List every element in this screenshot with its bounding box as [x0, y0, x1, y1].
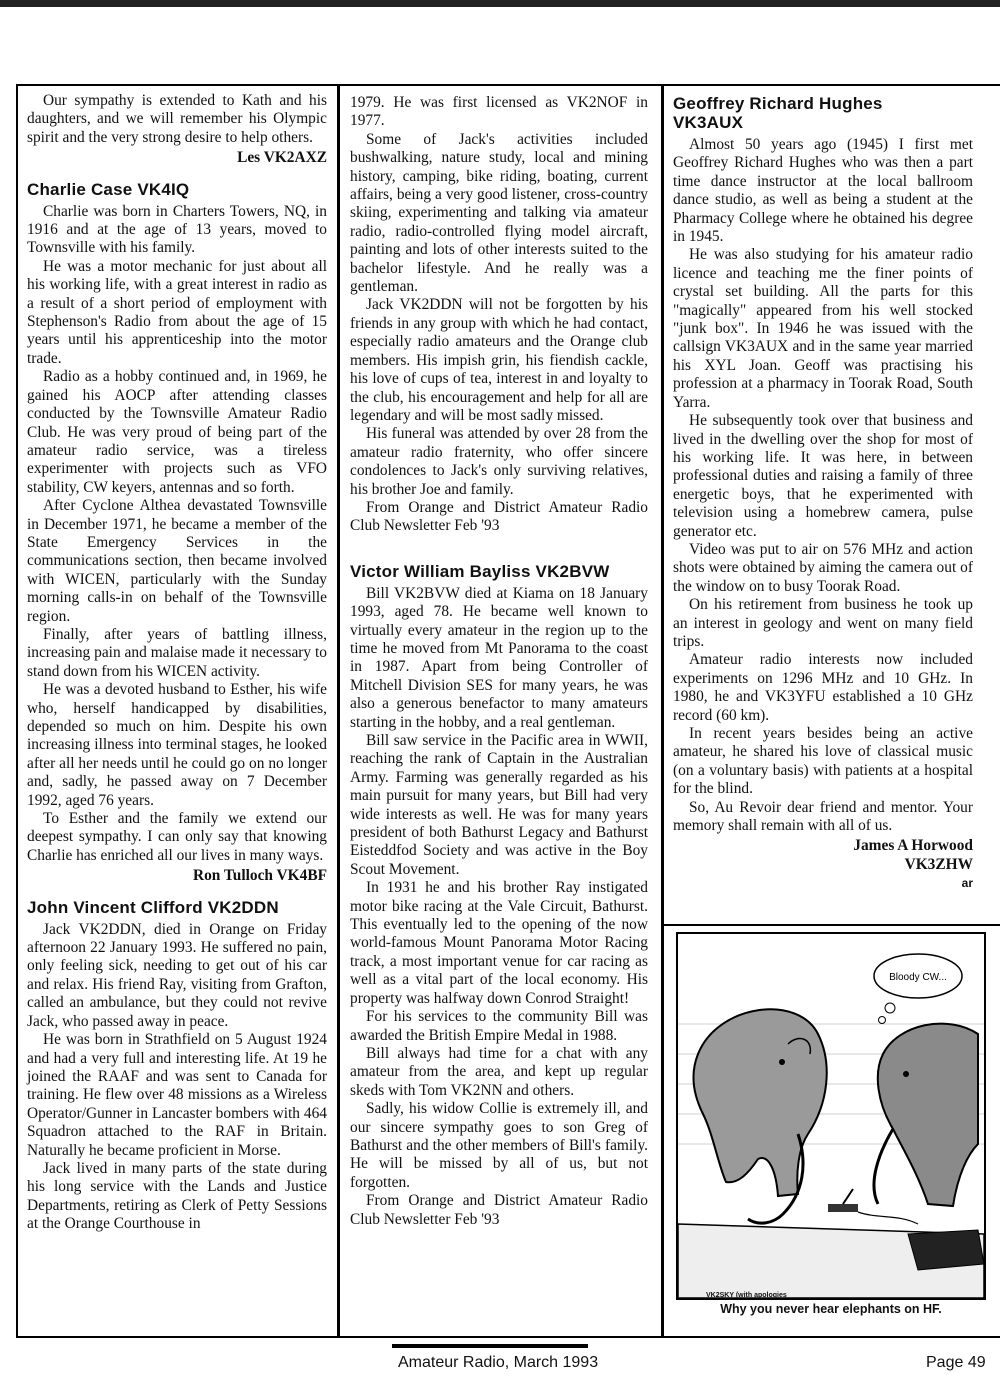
paragraph: He subsequently took over that business and lived in the dwelling over the shop for most of his working life. It was here, in between professional duties and raising a family of three energetic boys, that he experimented with television using a homebrew camera, pulse generator etc. [673, 412, 973, 540]
footer-publication-title: Amateur Radio, March 1993 [398, 1354, 599, 1371]
end-mark: ar [961, 876, 973, 891]
signature: Les VK2AXZ [237, 149, 327, 167]
elephant-cartoon-illustration [678, 934, 984, 1298]
paragraph: After Cyclone Althea devastated Townsville in December 1971, he became a member of the State Emergency Services in the communications section, then became involved with WICEN, particularly with the Sunday morning calls-in on behalf of the Townsville region. [27, 497, 327, 625]
footer-bar [392, 1344, 588, 1348]
footer-page-number: Page 49 [926, 1354, 986, 1371]
cartoon [676, 932, 986, 1322]
article-title: Victor William Bayliss VK2BVW [350, 561, 610, 581]
paragraph: Almost 50 years ago (1945) I first met Geoffrey Richard Hughes who was then a part time dance instructor at the local ballroom dance studio, as well as being a student at the Pharmacy College where he obtained his degree in 1945. [673, 136, 973, 246]
paragraph: He was also studying for his amateur radio licence and teaching me the finer points of crystal set building. All the parts for this "magically" appeared from his well stocked "junk box". In 1946 he was issued with the callsign VK3AUX and in the same year married his XYL Joan. Geoff was practising his profession at a pharmacy in Toorak Road, South Yarra. [673, 246, 973, 411]
paragraph: His funeral was attended by over 28 from the amateur radio fraternity, who offer sincere condolences to Jack's only surviving relatives, his brother Joe and family. [350, 425, 648, 498]
paragraph: In recent years besides being an active amateur, he shared his love of classical music (on a voluntary basis) with patients at a hospital for the blind. [673, 725, 973, 798]
column-2 [350, 94, 648, 1229]
cartoon-credit-line-1: VK2SKY (with apologies [706, 1292, 787, 1299]
thought-bubble-text: Bloody CW... [889, 972, 947, 983]
article-title-line-1: Geoffrey Richard Hughes [673, 94, 883, 113]
cartoon-caption: Why you never hear elephants on HF. [720, 1302, 942, 1316]
paragraph: Charlie was born in Charters Towers, NQ, in 1916 and at the age of 13 years, moved to Townsville with his family. [27, 202, 327, 257]
paragraph: To Esther and the family we extend our deepest sympathy. I can only say that knowing Charlie has enriched all our lives in many ways. [27, 810, 327, 864]
paragraph: 1979. He was first licensed as VK2NOF in 1977. [350, 94, 648, 130]
paragraph: Finally, after years of battling illness, increasing pain and malaise made it necessary to stand down from his WICEN activity. [27, 625, 327, 680]
paragraph: Our sympathy is extended to Kath and his daughters, and we will remember his Olympic spirit and the very strong desire to help others. [27, 92, 327, 146]
paragraph: Bill always had time for a chat with any amateur from the area, and kept up regular skeds with Tom VK2NN and others. [350, 1044, 648, 1099]
paragraph: In 1931 he and his brother Ray instigated motor bike racing at the Vale Circuit, Bathurst. This eventually led to the opening of the now world-famous Mount Panorama Motor Racing track, a most important venue for car racing as well as a vital part of the local economy. His property was halfway down Conrod Straight! [350, 879, 648, 1007]
article-title: Charlie Case VK4IQ [27, 179, 190, 199]
paragraph: For his services to the community Bill was awarded the British Empire Medal in 1988. [350, 1008, 648, 1044]
paragraph: Sadly, his widow Collie is extremely ill, and our sincere sympathy goes to son Greg of Bathurst and the other members of Bill's family. He will be missed by all of us, but not forgotten. [350, 1100, 648, 1191]
column-rule-1 [337, 84, 340, 1338]
signature-callsign: VK3ZHW [904, 855, 973, 873]
paragraph: Bill saw service in the Pacific area in WWII, reaching the rank of Captain in the Australian Army. Farming was generally regarded as his main pursuit for many years, but Bill had very wide interests as well. He was for many years president of both Bathurst Legacy and Bathurst Eisteddfod Society and was active in the Boy Scout Movement. [350, 732, 648, 878]
paragraph: He was born in Strathfield on 5 August 1924 and had a very full and interesting life. At 19 he joined the RAAF and was sent to Canada for training. He flew over 48 missions as a Wireless Operator/Gunner in Lancaster bombers with 464 Squadron attached to the RAF in Britain. Naturally he became proficient in Morse. [27, 1031, 327, 1159]
column-rule-2 [661, 84, 664, 1338]
paragraph: Radio as a hobby continued and, in 1969, he gained his AOCP after attending classes conducted by the Townsville Amateur Radio Club. He was very proud of being part of the amateur radio service, was a tireless experimenter with projects such as VFO stability, CW keyers, antennas and so forth. [27, 368, 327, 496]
paragraph: Jack lived in many parts of the state during his long service with the Lands and Justice Departments, retiring as Clerk of Petty Sessions at the Orange Courthouse in [27, 1159, 327, 1233]
paragraph: Some of Jack's activities included bushwalking, nature study, local and mining history, camping, bike riding, boating, current affairs, being a very good listener, cross-country skiing, experimenting and talking via amateur radio, radio-controlled flying model aircraft, painting and lots of other interests suited to the bachelor lifestyle. And he really was a gentleman. [350, 130, 648, 296]
paragraph: So, Au Revoir dear friend and mentor. Your memory shall remain with all of us. [673, 798, 973, 835]
paragraph: Video was put to air on 576 MHz and action shots were obtained by aiming the camera out of the window on to busy Toorak Road. [673, 540, 973, 595]
cartoon-frame [676, 932, 986, 1300]
paragraph: Amateur radio interests now included experiments on 1296 MHz and 10 GHz. In 1980, he and VK3YFU established a 10 GHz record (60 km). [673, 651, 973, 724]
cartoon-divider [664, 924, 1000, 926]
signature: Ron Tulloch VK4BF [192, 867, 327, 885]
paragraph: Jack VK2DDN, died in Orange on Friday afternoon 22 January 1993. He suffered no pain, only feeling sick, needing to get out of his car and relax. His friend Ray, visiting from Grafton, called an ambulance, but they could not revive Jack, who passed away in peace. [27, 920, 327, 1030]
signature-name: James A Horwood [853, 837, 973, 855]
top-rule [0, 0, 1000, 7]
paragraph: On his retirement from business he took up an interest in geology and went on many field trips. [673, 596, 973, 650]
article-title [673, 94, 973, 132]
paragraph: From Orange and District Amateur Radio Club Newsletter Feb '93 [350, 498, 648, 535]
paragraph: He was a devoted husband to Esther, his wife who, herself handicapped by disabilities, depended so much on him. Despite his own increasing illness into terminal stages, he looked after all her needs until he could go on no longer and, sadly, he passed away on 7 December 1992, aged 76 years. [27, 681, 327, 809]
article-title: John Vincent Clifford VK2DDN [27, 897, 279, 917]
column-1 [27, 92, 327, 1234]
article-title-line-2: VK3AUX [673, 113, 744, 132]
column-3 [673, 94, 973, 893]
cartoon-credit [706, 1292, 787, 1300]
paragraph: Bill VK2BVW died at Kiama on 18 January 1993, aged 78. He became well known to virtually every amateur in the region up to the time he moved from Mt Panorama to the coast in 1987. Apart from being Controller of Mitchell Division SES for many years, he was also a generous benefactor to many amateurs starting in the hobby, and a real gentleman. [350, 584, 648, 731]
paragraph: Jack VK2DDN will not be forgotten by his friends in any group with which he had contact, especially radio amateurs and the Orange club members. His impish grin, his fiendish cackle, his love of cups of tea, interest in and loyalty to the club, his encouragement and help for all are legendary and will be most sadly missed. [350, 296, 648, 424]
paragraph: He was a motor mechanic for just about all his working life, with a great interest in radio as a result of a short period of employment with Stephenson's Radio from about the age of 15 years until his apprenticeship into the motor trade. [27, 257, 327, 367]
paragraph: From Orange and District Amateur Radio Club Newsletter Feb '93 [350, 1192, 648, 1228]
